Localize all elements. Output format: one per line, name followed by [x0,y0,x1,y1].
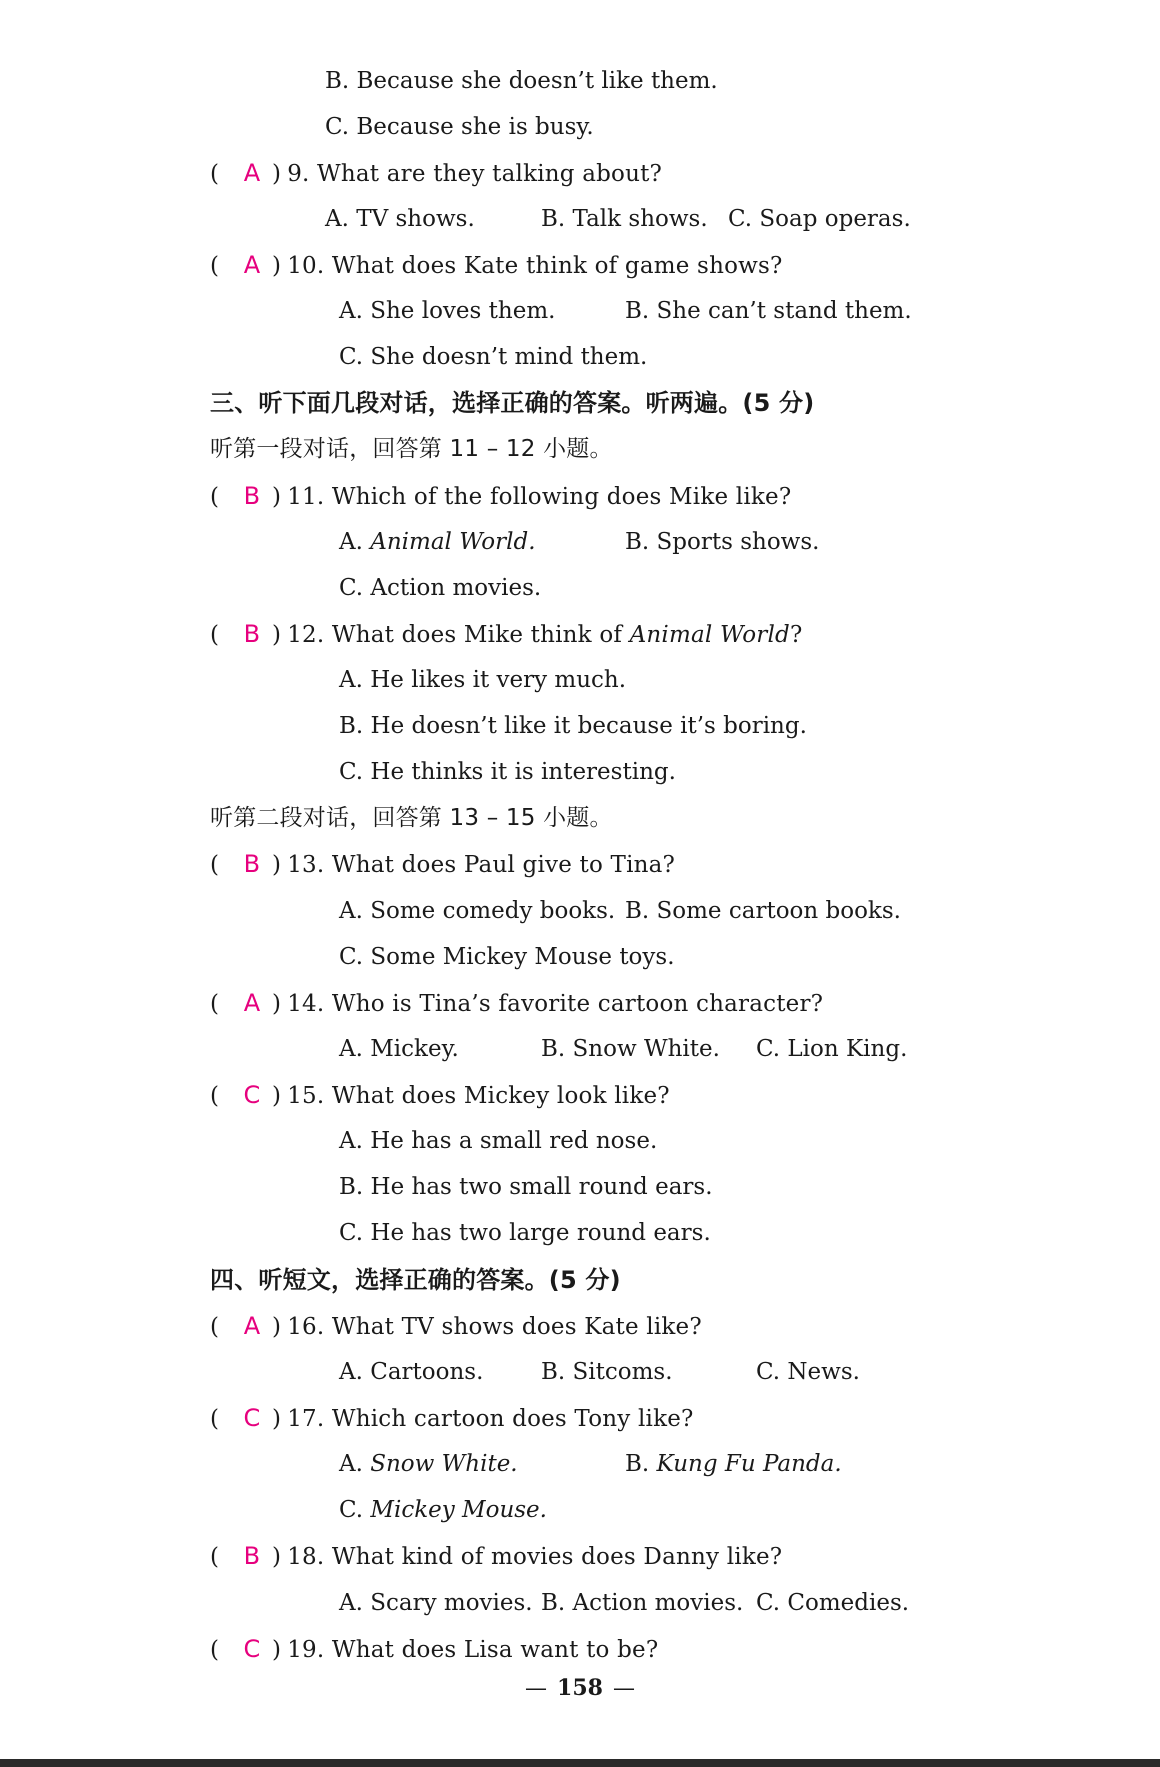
q11-option-c: C. Action movies. [339,575,542,601]
option-b-prev: B. Because she doesn’t like them. [325,68,718,94]
q15-option-a: A. He has a small red nose. [339,1128,658,1154]
q10-option-c: C. She doesn’t mind them. [339,344,648,370]
q17-option-c: C. Mickey Mouse. [339,1497,547,1523]
answer-16: A [243,1312,261,1340]
q14-option-a: A. Mickey. [339,1036,459,1062]
answer-14: A [243,989,261,1017]
answer-9: A [243,159,261,187]
dialog-2-instruction: 听第二段对话，回答第 13 – 15 小题。 [210,805,613,831]
question-9: ( A ) 9. What are they talking about? [210,159,663,187]
q16-option-c: C. News. [756,1359,860,1385]
section-3-title: 三、听下面几段对话，选择正确的答案。听两遍。(5 分) [210,389,815,417]
answer-19: C [243,1635,261,1663]
q18-option-b: B. Action movies. [541,1590,744,1616]
question-18: ( B ) 18. What kind of movies does Danny like? [210,1542,783,1570]
q16-option-a: A. Cartoons. [339,1359,484,1385]
q12-option-b: B. He doesn’t like it because it’s boring. [339,713,807,739]
q16-option-b: B. Sitcoms. [541,1359,673,1385]
question-14: ( A ) 14. Who is Tina’s favorite cartoon character? [210,989,824,1017]
option-c-prev: C. Because she is busy. [325,114,594,140]
q18-option-a: A. Scary movies. [339,1590,533,1616]
page-number: — 158 — [525,1675,635,1701]
q12-option-a: A. He likes it very much. [339,667,627,693]
question-17: ( C ) 17. Which cartoon does Tony like? [210,1404,694,1432]
dialog-1-instruction: 听第一段对话，回答第 11 – 12 小题。 [210,436,613,462]
q17-option-a: A. Snow White. [339,1451,518,1477]
answer-13: B [243,850,261,878]
q17-option-b: B. Kung Fu Panda. [625,1451,842,1477]
q12-option-c: C. He thinks it is interesting. [339,759,676,785]
q10-option-a: A. She loves them. [339,298,556,324]
question-11: ( B ) 11. Which of the following does Mike like? [210,482,792,510]
q10-option-b: B. She can’t stand them. [625,298,912,324]
question-13: ( B ) 13. What does Paul give to Tina? [210,850,676,878]
q18-option-c: C. Comedies. [756,1590,910,1616]
q15-option-c: C. He has two large round ears. [339,1220,711,1246]
q15-option-b: B. He has two small round ears. [339,1174,713,1200]
question-15: ( C ) 15. What does Mickey look like? [210,1081,670,1109]
answer-17: C [243,1404,261,1432]
q11-option-b: B. Sports shows. [625,529,820,555]
answer-12: B [243,620,261,648]
q13-option-c: C. Some Mickey Mouse toys. [339,944,675,970]
q11-option-a: A. Animal World. [339,529,536,555]
q14-option-b: B. Snow White. [541,1036,720,1062]
answer-15: C [243,1081,261,1109]
q14-option-c: C. Lion King. [756,1036,908,1062]
question-19: ( C ) 19. What does Lisa want to be? [210,1635,659,1663]
answer-18: B [243,1542,261,1570]
q9-option-a: A. TV shows. [325,206,475,232]
question-12: ( B ) 12. What does Mike think of Animal World? [210,620,803,648]
q9-option-c: C. Soap operas. [728,206,911,232]
bottom-edge-bar [0,1759,1160,1767]
answer-11: B [243,482,261,510]
question-16: ( A ) 16. What TV shows does Kate like? [210,1312,702,1340]
q13-option-b: B. Some cartoon books. [625,898,901,924]
question-10: ( A ) 10. What does Kate think of game shows? [210,251,783,279]
q13-option-a: A. Some comedy books. [339,898,616,924]
q9-option-b: B. Talk shows. [541,206,708,232]
answer-10: A [243,251,261,279]
section-4-title: 四、听短文，选择正确的答案。(5 分) [210,1266,621,1294]
